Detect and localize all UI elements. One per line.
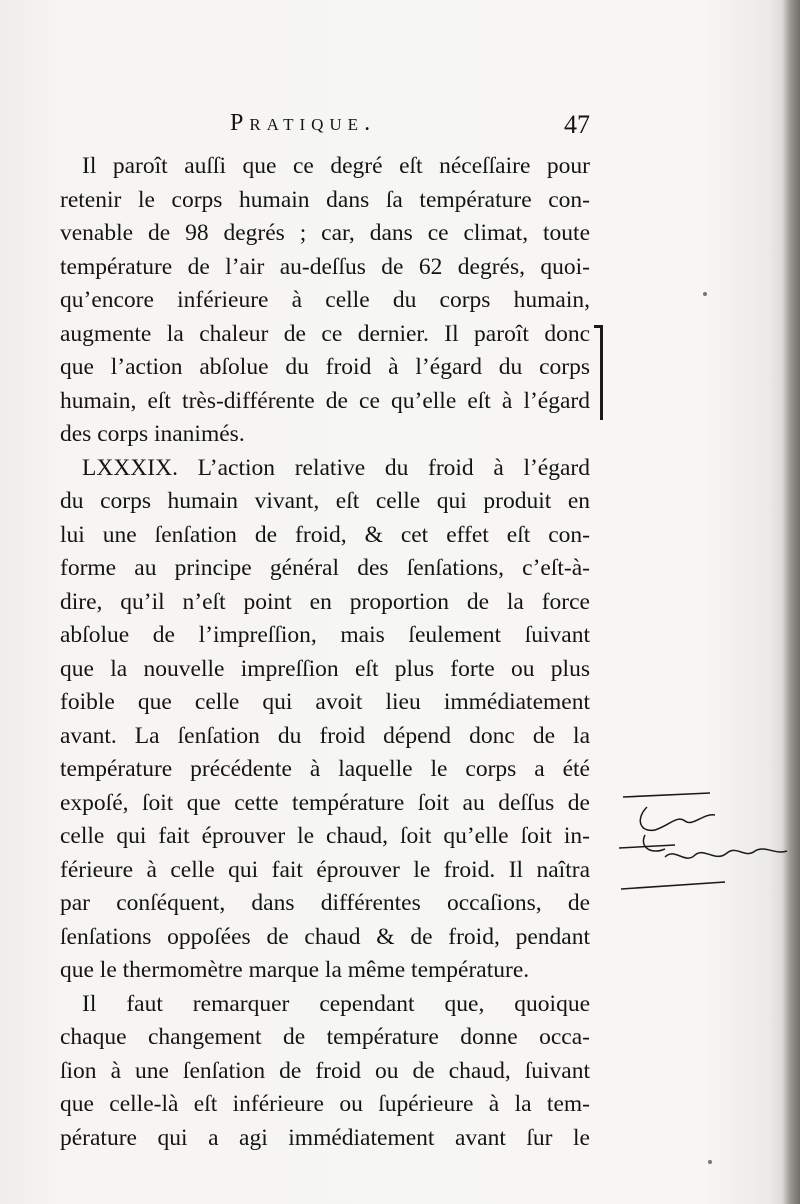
body-text — [60, 150, 590, 1155]
text-line: ſenſations oppoſées de chaud & de froid, pendant — [60, 923, 590, 950]
text-line: Il faut remarquer cependant que, quoique — [82, 990, 590, 1017]
page-binding-edge — [782, 0, 800, 1204]
text-line: forme au principe général des ſenſations, c’eſt-à- — [60, 555, 590, 581]
text-line: température de l’air au-deſſus de 62 degrés, quoi- — [60, 253, 590, 280]
text-line: humain, eſt très-différente de ce qu’elle eſt à l’égard — [60, 387, 590, 414]
text-line: lui une ſenſation de froid, & cet effet eſt con- — [60, 521, 590, 548]
text-line: augmente la chaleur de ce dernier. Il paroît donc — [60, 320, 590, 347]
text-line: ſion à une ſenſation de froid ou de chaud, ſuivant — [60, 1057, 590, 1084]
page-header — [60, 110, 590, 146]
text-line: celle qui fait éprouver le chaud, ſoit qu’elle ſoit in- — [60, 823, 590, 849]
section-number-line: LXXXIX. L’action relative du froid à l’égard — [82, 454, 590, 481]
margin-bracket-mark — [594, 325, 603, 420]
page-number: 47 — [564, 110, 590, 139]
text-line: Il paroît auſſi que ce degré eſt néceſſaire pour — [82, 153, 590, 179]
text-line: du corps humain vivant, eſt celle qui produit en — [60, 488, 590, 514]
ink-spot — [708, 1160, 712, 1164]
text-line: chaque changement de température donne occa- — [60, 1024, 590, 1050]
running-title: Pratique. — [230, 110, 377, 136]
text-line: par conſéquent, dans différentes occaſions, de — [60, 890, 590, 916]
text-line: abſolue de l’impreſſion, mais ſeulement ſuivant — [60, 622, 590, 648]
text-line: férieure à celle qui fait éprouver le froid. Il naîtra — [60, 856, 590, 883]
text-line: venable de 98 degrés ; car, dans ce climat, toute — [60, 220, 590, 246]
text-line: que l’action abſolue du froid à l’égard du corps — [60, 354, 590, 380]
handwritten-margin-note — [615, 785, 795, 900]
text-line: foible que celle qui avoit lieu immédiatement — [60, 689, 590, 715]
text-line: expoſé, ſoit que cette température ſoit au deſſus de — [60, 789, 590, 816]
text-line: qu’encore inférieure à celle du corps humain, — [60, 287, 590, 313]
text-line: retenir le corps humain dans ſa température con- — [60, 186, 590, 213]
text-line: pérature qui a agi immédiatement avant ſur le — [60, 1124, 590, 1151]
text-line: dire, qu’il n’eſt point en proportion de la force — [60, 588, 590, 615]
text-line: que celle-là eſt inférieure ou ſupérieure à la tem- — [60, 1091, 590, 1117]
text-line: que le thermomètre marque la même température. — [60, 957, 530, 983]
text-line: que la nouvelle impreſſion eſt plus forte ou plus — [60, 655, 590, 682]
text-line: avant. La ſenſation du froid dépend donc de la — [60, 722, 590, 749]
text-line: des corps inanimés. — [60, 421, 245, 447]
ink-spot — [703, 292, 707, 296]
text-line: température précédente à laquelle le corps a été — [60, 756, 590, 782]
